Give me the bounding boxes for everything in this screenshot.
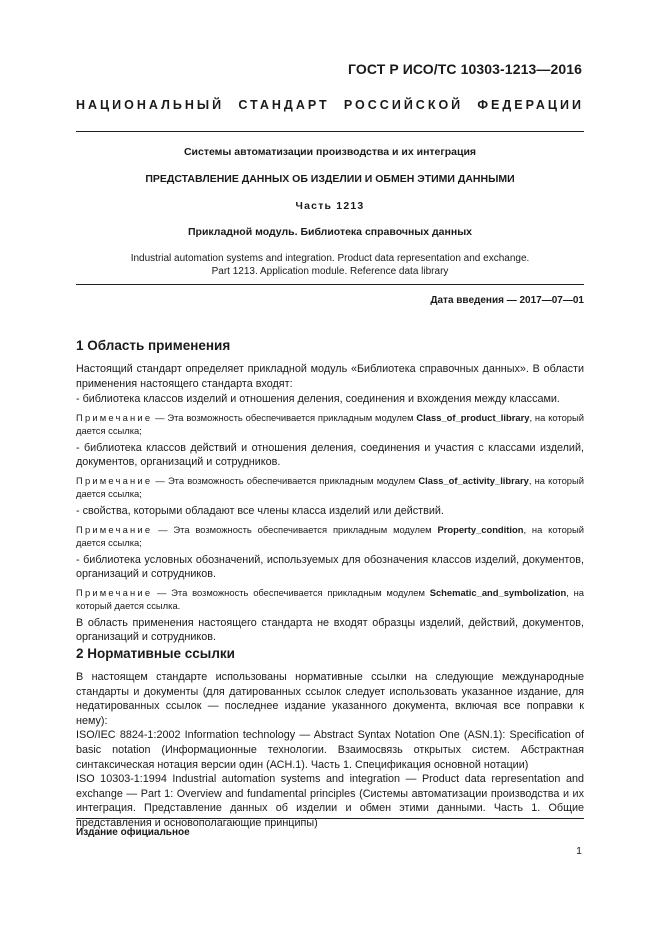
note-2-text: Эта возможность обеспечивается прикладным модулем <box>167 474 419 486</box>
note-1 <box>76 411 584 437</box>
official-edition-label: Издание официальное <box>76 827 190 838</box>
introduction-date: Дата введения — 2017—07—01 <box>430 295 584 306</box>
note-dash: — <box>152 586 172 598</box>
scope-item-4: - библиотека условных обозначений, используемых для обозначения классов изделий, документов, организаций и сотрудников. <box>76 553 584 581</box>
page-number: 1 <box>576 845 582 857</box>
note-3-end: , на который дается ссылка; <box>76 523 584 548</box>
section-2-body <box>76 670 584 831</box>
note-1-module: Class_of_product_library <box>416 411 530 423</box>
scope-item-2: - библиотека классов действий и отношения деления, соединения и участия с классами изделий, документов, организаций и сотрудников. <box>76 441 584 469</box>
section-1-body <box>76 362 584 645</box>
note-2 <box>76 474 584 500</box>
section-1-outro: В область применения настоящего стандарта не входят образцы изделий, действий, документов, организаций и сотрудников. <box>76 616 584 644</box>
note-dash: — <box>152 523 174 535</box>
note-2-module: Class_of_activity_library <box>418 474 529 486</box>
note-dash: — <box>152 411 168 423</box>
note-4-end: , на который дается ссылка. <box>76 586 584 611</box>
english-title-line-1: Industrial automation systems and integration. Product data representation and exchange. <box>130 253 530 264</box>
header-rule <box>76 131 584 132</box>
section-1-heading: 1 Область применения <box>76 338 231 353</box>
note-3-text: Эта возможность обеспечивается прикладным модулем <box>173 523 438 535</box>
note-2-end: , на который дается ссылка; <box>76 474 584 499</box>
note-label: Примечание <box>76 586 153 598</box>
national-standard-title: НАЦИОНАЛЬНЫЙ СТАНДАРТ РОССИЙСКОЙ ФЕДЕРАЦИИ <box>76 98 584 112</box>
section-1-intro: Настоящий стандарт определяет прикладной модуль «Библиотека справочных данных». В области применения настоящего стандарта входят: <box>76 363 584 390</box>
note-1-text: Эта возможность обеспечивается прикладным модулем <box>167 411 417 423</box>
note-4-module: Schematic_and_symbolization <box>429 586 567 598</box>
module-title: Прикладной модуль. Библиотека справочных данных <box>187 226 473 238</box>
note-3 <box>76 523 584 549</box>
english-title <box>76 252 584 278</box>
note-label: Примечание <box>76 474 153 486</box>
normative-reference-2: ISO 10303-1:1994 Industrial automation systems and integration — Product data representation and exchange — Part 1: Overview and fundamental principles (Системы автоматизации производства и их интеграция. Представление данных об изделии и обмен этими данными. Часть 1. Общие представления и основополагающие принципы) <box>76 773 584 829</box>
note-label: Примечание <box>76 411 153 423</box>
main-title: ПРЕДСТАВЛЕНИЕ ДАННЫХ ОБ ИЗДЕЛИИ И ОБМЕН ЭТИМИ ДАННЫМИ <box>145 173 515 185</box>
section-2-intro: В настоящем стандарте использованы нормативные ссылки на следующие международные стандарты и документы (для датированных ссылок следует использовать указанное издание, для недатированных ссылок — последнее издание указанного документа, включая все поправки к нему): <box>76 671 584 727</box>
note-3-module: Property_condition <box>437 523 524 535</box>
note-label: Примечание <box>76 523 153 535</box>
footer-rule <box>76 818 584 819</box>
normative-reference-1: ISO/IEC 8824-1:2002 Information technology — Abstract Syntax Notation One (ASN.1): Specification of basic notation (Информационные технологии. Взаимосвязь открытых систем. Абстрактная синтаксическая нотация версии один (АСН.1). Часть 1. Спецификация основной нотации) <box>76 729 584 771</box>
section-2-heading: 2 Нормативные ссылки <box>76 646 235 661</box>
scope-item-1: - библиотека классов изделий и отношения деления, соединения и вхождения между классами. <box>76 393 560 406</box>
note-4-text: Эта возможность обеспечивается прикладным модулем <box>171 586 430 598</box>
series-title: Системы автоматизации производства и их интеграция <box>183 146 477 158</box>
part-title: Часть 1213 <box>295 200 365 212</box>
note-dash: — <box>152 474 168 486</box>
note-1-end: , на который дается ссылка; <box>76 411 584 436</box>
note-4 <box>76 586 584 612</box>
english-title-line-2: Part 1213. Application module. Reference data library <box>211 266 449 277</box>
scope-item-3: - свойства, которыми обладают все члены класса изделий или действий. <box>76 504 444 517</box>
standard-number: ГОСТ Р ИСО/ТС 10303-1213—2016 <box>347 61 582 77</box>
title-rule <box>76 284 584 285</box>
